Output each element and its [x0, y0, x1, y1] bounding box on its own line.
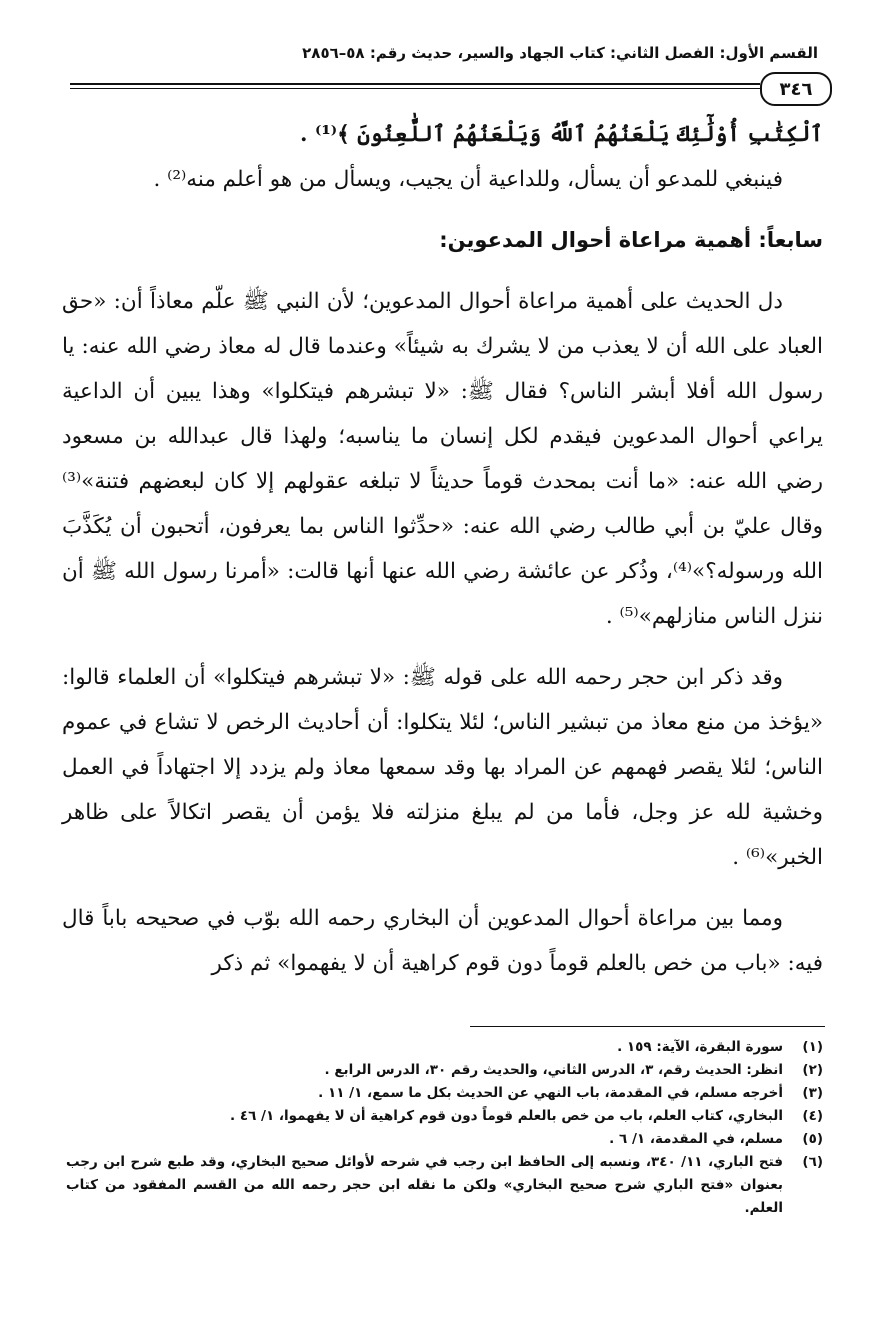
paragraph-3: وقد ذكر ابن حجر رحمه الله على قوله ﷺ: «لا تبشرهم فيتكلوا» أن العلماء قالوا: «يؤخذ من منع معاذ من تبشير الناس؛ لئلا يتكلوا: أن أحاديث الرخص لا تشاع في عموم الناس؛ لئلا يقصر فهمهم عن المراد بها وقد سمعها معاذ ولم يزدد إلا اجتهاداً في العمل وخشية لله عز وجل، فأما من لم يبلغ منزلته فلا يؤمن أن يقصر اتكالاً على ظاهر الخبر»⁽⁶⁾ .	[62, 665, 823, 870]
main-text	[62, 112, 823, 986]
quran-verse-line: ٱلْكِتَٰبِ أُوْلَٰٓئِكَ يَلْعَنُهُمُ ٱللَّهُ وَيَلْعَنُهُمُ ٱللَّٰعِنُونَ ﴾⁽¹⁾ .	[299, 122, 823, 147]
header-rule	[70, 83, 760, 89]
footnote-item	[66, 1151, 823, 1220]
footnote-text: سورة البقرة، الآية: ١٥٩ .	[617, 1039, 783, 1055]
footnote-item	[66, 1082, 823, 1105]
footnote-text: البخاري، كتاب العلم، باب من خص بالعلم قوماً دون قوم كراهية أن لا يفهموا، ١/ ٤٦ .	[230, 1108, 783, 1124]
footnote-text: فتح الباري، ١١/ ٣٤٠، ونسبه إلى الحافظ ابن رجب في شرحه لأوائل صحيح البخاري، وقد طبع شرح ابن رجب بعنوان «فتح الباري شرح صحيح البخاري» ولكن ما نقله ابن حجر رحمه الله من القسم المفقود من كتاب العلم.	[66, 1154, 783, 1216]
footnote-text: مسلم، في المقدمة، ١/ ٦ .	[609, 1131, 783, 1147]
footnote-item	[66, 1059, 823, 1082]
footnote-number: (٥)	[802, 1131, 823, 1147]
footnotes	[66, 1036, 823, 1220]
page-number-badge: ٣٤٦	[760, 72, 832, 106]
paragraph-4: ومما بين مراعاة أحوال المدعوين أن البخاري رحمه الله بوّب في صحيحه باباً قال فيه: «باب من خص بالعلم قوماً دون قوم كراهية أن لا يفهموا» ثم ذكر	[62, 906, 823, 976]
footnote-item	[66, 1105, 823, 1128]
running-header: القسم الأول: الفصل الثاني: كتاب الجهاد والسير، حديث رقم: ٥٨–٢٨٥٦	[302, 44, 818, 62]
footnote-number: (٣)	[802, 1085, 823, 1101]
paragraph-2: دل الحديث على أهمية مراعاة أحوال المدعوين؛ لأن النبي ﷺ علّم معاذاً أن: «حق العباد على الله أن لا يعذب من لا يشرك به شيئاً» وعندما قال له معاذ رضي الله عنه: يا رسول الله أفلا أبشر الناس؟ فقال ﷺ: «لا تبشرهم فيتكلوا» وهذا يبين أن الداعية يراعي أحوال المدعوين فيقدم لكل إنسان ما يناسبه؛ ولهذا قال عبدالله بن مسعود رضي الله عنه: «ما أنت بمحدث قوماً حديثاً لا تبلغه عقولهم إلا كان لبعضهم فتنة»⁽³⁾ وقال عليّ بن أبي طالب رضي الله عنه: «حدِّثوا الناس بما يعرفون، أتحبون أن يُكَذَّبَ الله ورسوله؟»⁽⁴⁾، وذُكر عن عائشة رضي الله عنها أنها قالت: «أمرنا رسول الله ﷺ أن ننزل الناس منازلهم»⁽⁵⁾ .	[62, 289, 823, 629]
footnote-number: (٤)	[802, 1108, 823, 1124]
footnote-text: انظر: الحديث رقم، ٣، الدرس الثاني، والحديث رقم ٣٠، الدرس الرابع .	[324, 1062, 783, 1078]
section-heading: سابعاً: أهمية مراعاة أحوال المدعوين:	[439, 228, 823, 252]
footnote-number: (٢)	[802, 1062, 823, 1078]
footnote-number: (٦)	[802, 1154, 823, 1170]
footnote-text: أخرجه مسلم، في المقدمة، باب النهي عن الحديث بكل ما سمع، ١/ ١١ .	[318, 1085, 783, 1101]
footnote-item	[66, 1036, 823, 1059]
footnote-item	[66, 1128, 823, 1151]
footnote-number: (١)	[802, 1039, 823, 1055]
footnote-rule	[470, 1026, 825, 1027]
paragraph-1: فينبغي للمدعو أن يسأل، وللداعية أن يجيب، ويسأل من هو أعلم منه⁽²⁾ .	[153, 167, 783, 192]
